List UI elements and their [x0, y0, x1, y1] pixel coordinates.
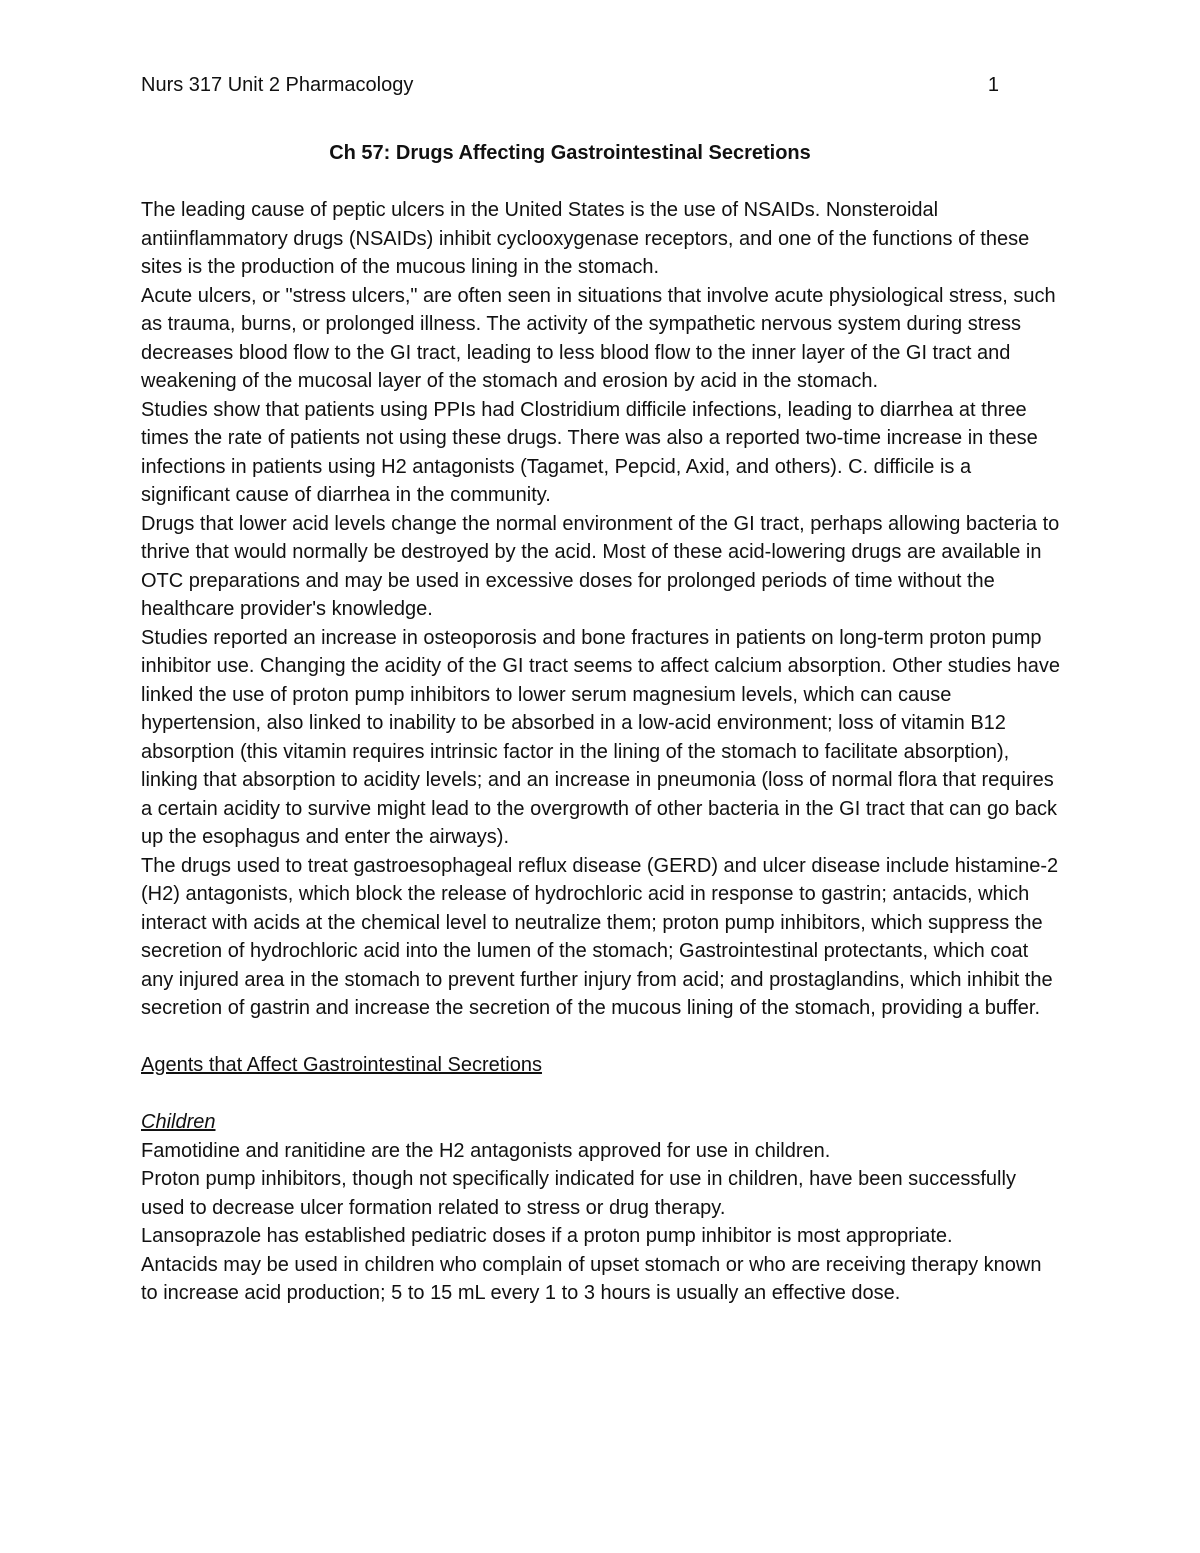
paragraph: Studies show that patients using PPIs had Clostridium difficile infections, leading to diarrhea at three times the rate of patients not using these drugs. There was also a reported two-time increase in these infections in patients using H2 antagonists (Tagamet, Pepcid, Axid, and others). C. difficile is a significant cause of diarrhea in the community.	[141, 398, 1038, 506]
running-header	[141, 70, 999, 100]
document-title: Ch 57: Drugs Affecting Gastrointestinal Secretions	[329, 142, 811, 164]
paragraph: The leading cause of peptic ulcers in the United States is the use of NSAIDs. Nonsteroidal antiinflammatory drugs (NSAIDs) inhibit cyclooxygenase receptors, and one of the functions of these sites is the production of the mucous lining in the stomach.	[141, 199, 1030, 278]
paragraph: Proton pump inhibitors, though not specifically indicated for use in children, have been successfully used to decrease ulcer formation related to stress or drug therapy.	[141, 1168, 1016, 1219]
section-heading: Agents that Affect Gastrointestinal Secretions	[141, 1054, 542, 1076]
paragraph: Lansoprazole has established pediatric doses if a proton pump inhibitor is most appropriate.	[141, 1225, 953, 1247]
paragraph: The drugs used to treat gastroesophageal reflux disease (GERD) and ulcer disease include histamine-2 (H2) antagonists, which block the release of hydrochloric acid in response to gastrin; antacids, which interact with acids at the chemical level to neutralize them; proton pump inhibitors, which suppress the secretion of hydrochloric acid into the lumen of the stomach; Gastrointestinal protectants, which coat any injured area in the stomach to prevent further injury from acid; and prostaglandins, which inhibit the secretion of gastrin and increase the secretion of the mucous lining of the stomach, providing a buffer.	[141, 854, 1059, 1019]
subsection-heading-children: Children	[141, 1111, 216, 1133]
header-title: Nurs 317 Unit 2 Pharmacology	[141, 74, 414, 96]
page-number: 1	[987, 74, 999, 96]
paragraph: Acute ulcers, or "stress ulcers," are often seen in situations that involve acute physiological stress, such as trauma, burns, or prolonged illness. The activity of the sympathetic nervous system during stress decreases blood flow to the GI tract, leading to less blood flow to the inner layer of the GI tract and weakening of the mucosal layer of the stomach and erosion by acid in the stomach.	[141, 284, 1056, 392]
paragraph: Studies reported an increase in osteoporosis and bone fractures in patients on long-term proton pump inhibitor use. Changing the acidity of the GI tract seems to affect calcium absorption. Other studies have linked the use of proton pump inhibitors to lower serum magnesium levels, which can cause hypertension, also linked to inability to be absorbed in a low-acid environment; loss of vitamin B12 absorption (this vitamin requires intrinsic factor in the lining of the stomach to facilitate absorption), linking that absorption to acidity levels; and an increase in pneumonia (loss of normal flora that requires a certain acidity to survive might lead to the overgrowth of other bacteria in the GI tract that can go back up the esophagus and enter the airways).	[141, 626, 1061, 848]
document-body	[141, 139, 1061, 1308]
paragraph: Famotidine and ranitidine are the H2 antagonists approved for use in children.	[141, 1139, 831, 1162]
paragraph: Antacids may be used in children who complain of upset stomach or who are receiving therapy known to increase acid production; 5 to 15 mL every 1 to 3 hours is usually an effective dose.	[141, 1253, 1042, 1304]
paragraph: Drugs that lower acid levels change the normal environment of the GI tract, perhaps allowing bacteria to thrive that would normally be destroyed by the acid. Most of these acid-lowering drugs are available in OTC preparations and may be used in excessive doses for prolonged periods of time without the healthcare provider's knowledge.	[141, 512, 1060, 620]
